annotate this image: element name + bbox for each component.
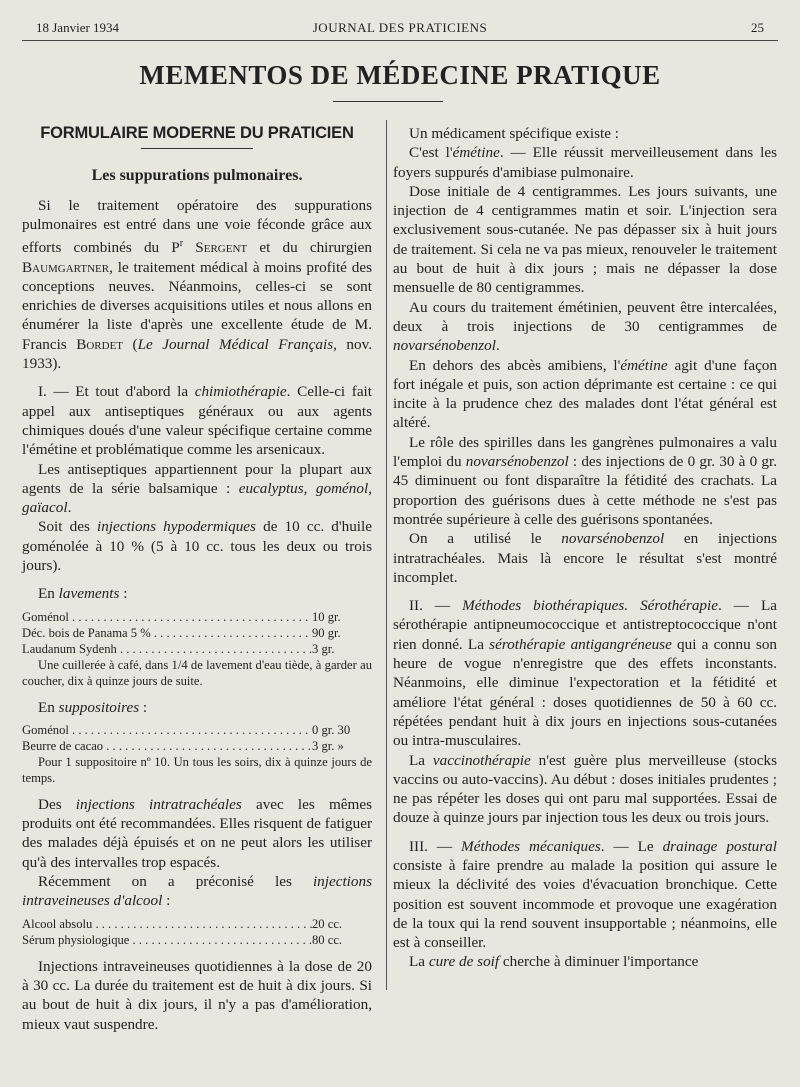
spirilles-paragraph: Le rôle des spirilles dans les gangrènes pulmonaires a valu l'emploi du novarsénobenzol : des injections de 0 gr. 30 à 0 gr. 45 diminuent ou font disparaître la fétidité des crachats. La proportion des guérisons dues à cette méthode ne s'est pas montrée supérieure à celle des guérisons spontanées. (393, 433, 777, 528)
intratracheales-paragraph: Des injections intratrachéales avec les mêmes produits ont été recommandées. Elles risquent de fatiguer des malades déjà épuisés et on ne peut alors les utiliser qu'à des intervalles trop espacés. (22, 795, 372, 871)
column-separator (386, 120, 387, 990)
abces-paragraph: En dehors des abcès amibiens, l'émétine agit d'une façon fort inégale et puis, son action déprimante est certaine : ce qui incite à la prudence chez des malades dont l'état général est altéré. (393, 356, 777, 432)
dose-paragraph: Dose initiale de 4 centigrammes. Les jours suivants, une injection de 4 centigrammes matin et soir. L'injection sera exclusivement sous-cutanée. Ne pas dépasser six à huit jours de traitement. Si cela ne va pas mieux, renouveler le traitement au bout de huit à dix jours ; mais ne dépasser la dose mensuelle de 80 centigrammes. (393, 182, 777, 297)
lavements-note: Une cuillerée à café, dans 1/4 de lavement d'eau tiède, à garder au coucher, dix à quinze jours de suite. (22, 657, 372, 688)
left-column (22, 124, 372, 1034)
section-rule (141, 148, 253, 149)
antiseptiques-paragraph: Les antiseptiques appartiennent pour la plupart aux agents de la série balsamique : eucalyptus, goménol, gaïacol. (22, 460, 372, 517)
intraveineuses-paragraph: Injections intraveineuses quotidiennes à la dose de 20 à 30 cc. La durée du traitement est de huit à dix jours. Si au bout de huit à dix jours, il n'y a pas d'amélioration, mieux vaut suspendre. (22, 957, 372, 1033)
mecaniques-paragraph: III. — Méthodes mécaniques. — Le drainage postural consiste à faire prendre au malade la position qui assure le mieux la déclivité des voies d'évacuation bronchique. Cette position est souvent incommode et provoque une exagération de la toux qui la rend souvent insupportable ; néanmoins, elle est à conseiller. (393, 837, 777, 952)
page-number: 25 (751, 20, 764, 35)
biotherapie-paragraph: II. — Méthodes biothérapiques. Sérothérapie. — La sérothérapie antipneumococcique et antistreptococcique n'ont rien donné. La sérothérapie antigangréneuse qui a connu son heure de vogue n'enregistre que des effets inconstants. Néanmoins, elle diminue l'expectoration et la fétidité et améliore l'état général : doses quotidiennes de 50 à 60 cc. répétées pendant huit à dix jours en injections sous-cutanées ou intra-musculaires. (393, 597, 778, 750)
novarseno-paragraph: On a utilisé le novarsénobenzol en injections intratrachéales. Mais là encore le résultat s'est montré incomplet. (393, 530, 778, 586)
recipe-line: Laudanum Sydenh . . . 3 gr. (22, 641, 372, 657)
intro-paragraph: Si le traitement opératoire des suppurations pulmonaires est entré dans une voie féconde grâce aux efforts combinés du $P^r$ Sergent et du chirurgien Baumgartner, le traitement médical à moins profité des conceptions neuves. Néanmoins, celles-ci se sont enrichies de diverses acquisitions utiles et nous allons en énumérer la liste d'après une excellente étude de M. Francis Bordet (Le Journal Médical Français, nov. 1933). (22, 196, 372, 373)
emetine-paragraph: C'est l'émétine. — Elle réussit merveilleusement dans les foyers suppurés d'amibiase pulmonaire. (393, 144, 777, 181)
emetinien-paragraph: Au cours du traitement émétinien, peuvent être intercalées, deux à trois injections de 30 centigrammes de novarsénobenzol. (393, 298, 777, 355)
alcool-intro: Récemment on a préconisé les injections intraveineuses d'alcool : (22, 873, 372, 910)
header-rule (22, 40, 778, 41)
suppositoires-label: En suppositoires : (38, 698, 148, 716)
recipe-line: Beurre de cacao . . . 3 gr. » (22, 738, 372, 754)
suppositoires-note: Pour 1 suppositoire nº 10. Un tous les soirs, dix à quinze jours de temps. (22, 754, 372, 785)
title-rule (333, 101, 443, 102)
lavements-label: En lavements : (38, 585, 128, 603)
page-title: MEMENTOS DE MÉDECINE PRATIQUE (139, 60, 661, 90)
specifique-paragraph: Un médicament spécifique existe : (409, 125, 620, 142)
running-header (36, 20, 764, 38)
issue-date: 18 Janvier 1934 (36, 20, 120, 35)
chimiotherapie-paragraph: I. — Et tout d'abord la chimiothérapie. Celle-ci fait appel aux antiseptiques généraux ou aux agents chimiques doués d'une valeur spécifique certaine comme l'émétine et problématique comme les arsenicaux. (22, 383, 372, 459)
recipe-line: Goménol . . . 0 gr. 30 (22, 722, 372, 738)
recipe-line: Déc. bois de Panama 5 % . . . 90 gr. (22, 625, 372, 641)
recipe-line: Alcool absolu . . . 20 cc. (22, 916, 372, 932)
journal-name: JOURNAL DES PRATICIENS (312, 20, 488, 35)
recipe-line: Sérum physiologique . . . 80 cc. (22, 932, 372, 948)
hypodermiques-paragraph: Soit des injections hypodermiques de 10 cc. d'huile goménolée à 10 % (5 à 10 cc. tous les deux ou trois jours). (22, 518, 372, 574)
cure-soif-paragraph: La cure de soif cherche à diminuer l'importance (409, 953, 699, 971)
vaccinotherapie-paragraph: La vaccinothérapie n'est guère plus merveilleuse (stocks vaccins ou auto-vaccins). Au début : doses initiales prudentes ; ne pas répéter les doses qui ont paru mal supportées. Essai de douze à quinze jours par injection tous les deux ou trois jours. (393, 751, 777, 827)
article-title: Les suppurations pulmonaires. (91, 167, 303, 185)
section-heading: FORMULAIRE MODERNE DU PRATICIEN (40, 124, 354, 142)
recipe-line: Goménol . . . 10 gr. (22, 609, 372, 625)
right-column (393, 124, 777, 972)
